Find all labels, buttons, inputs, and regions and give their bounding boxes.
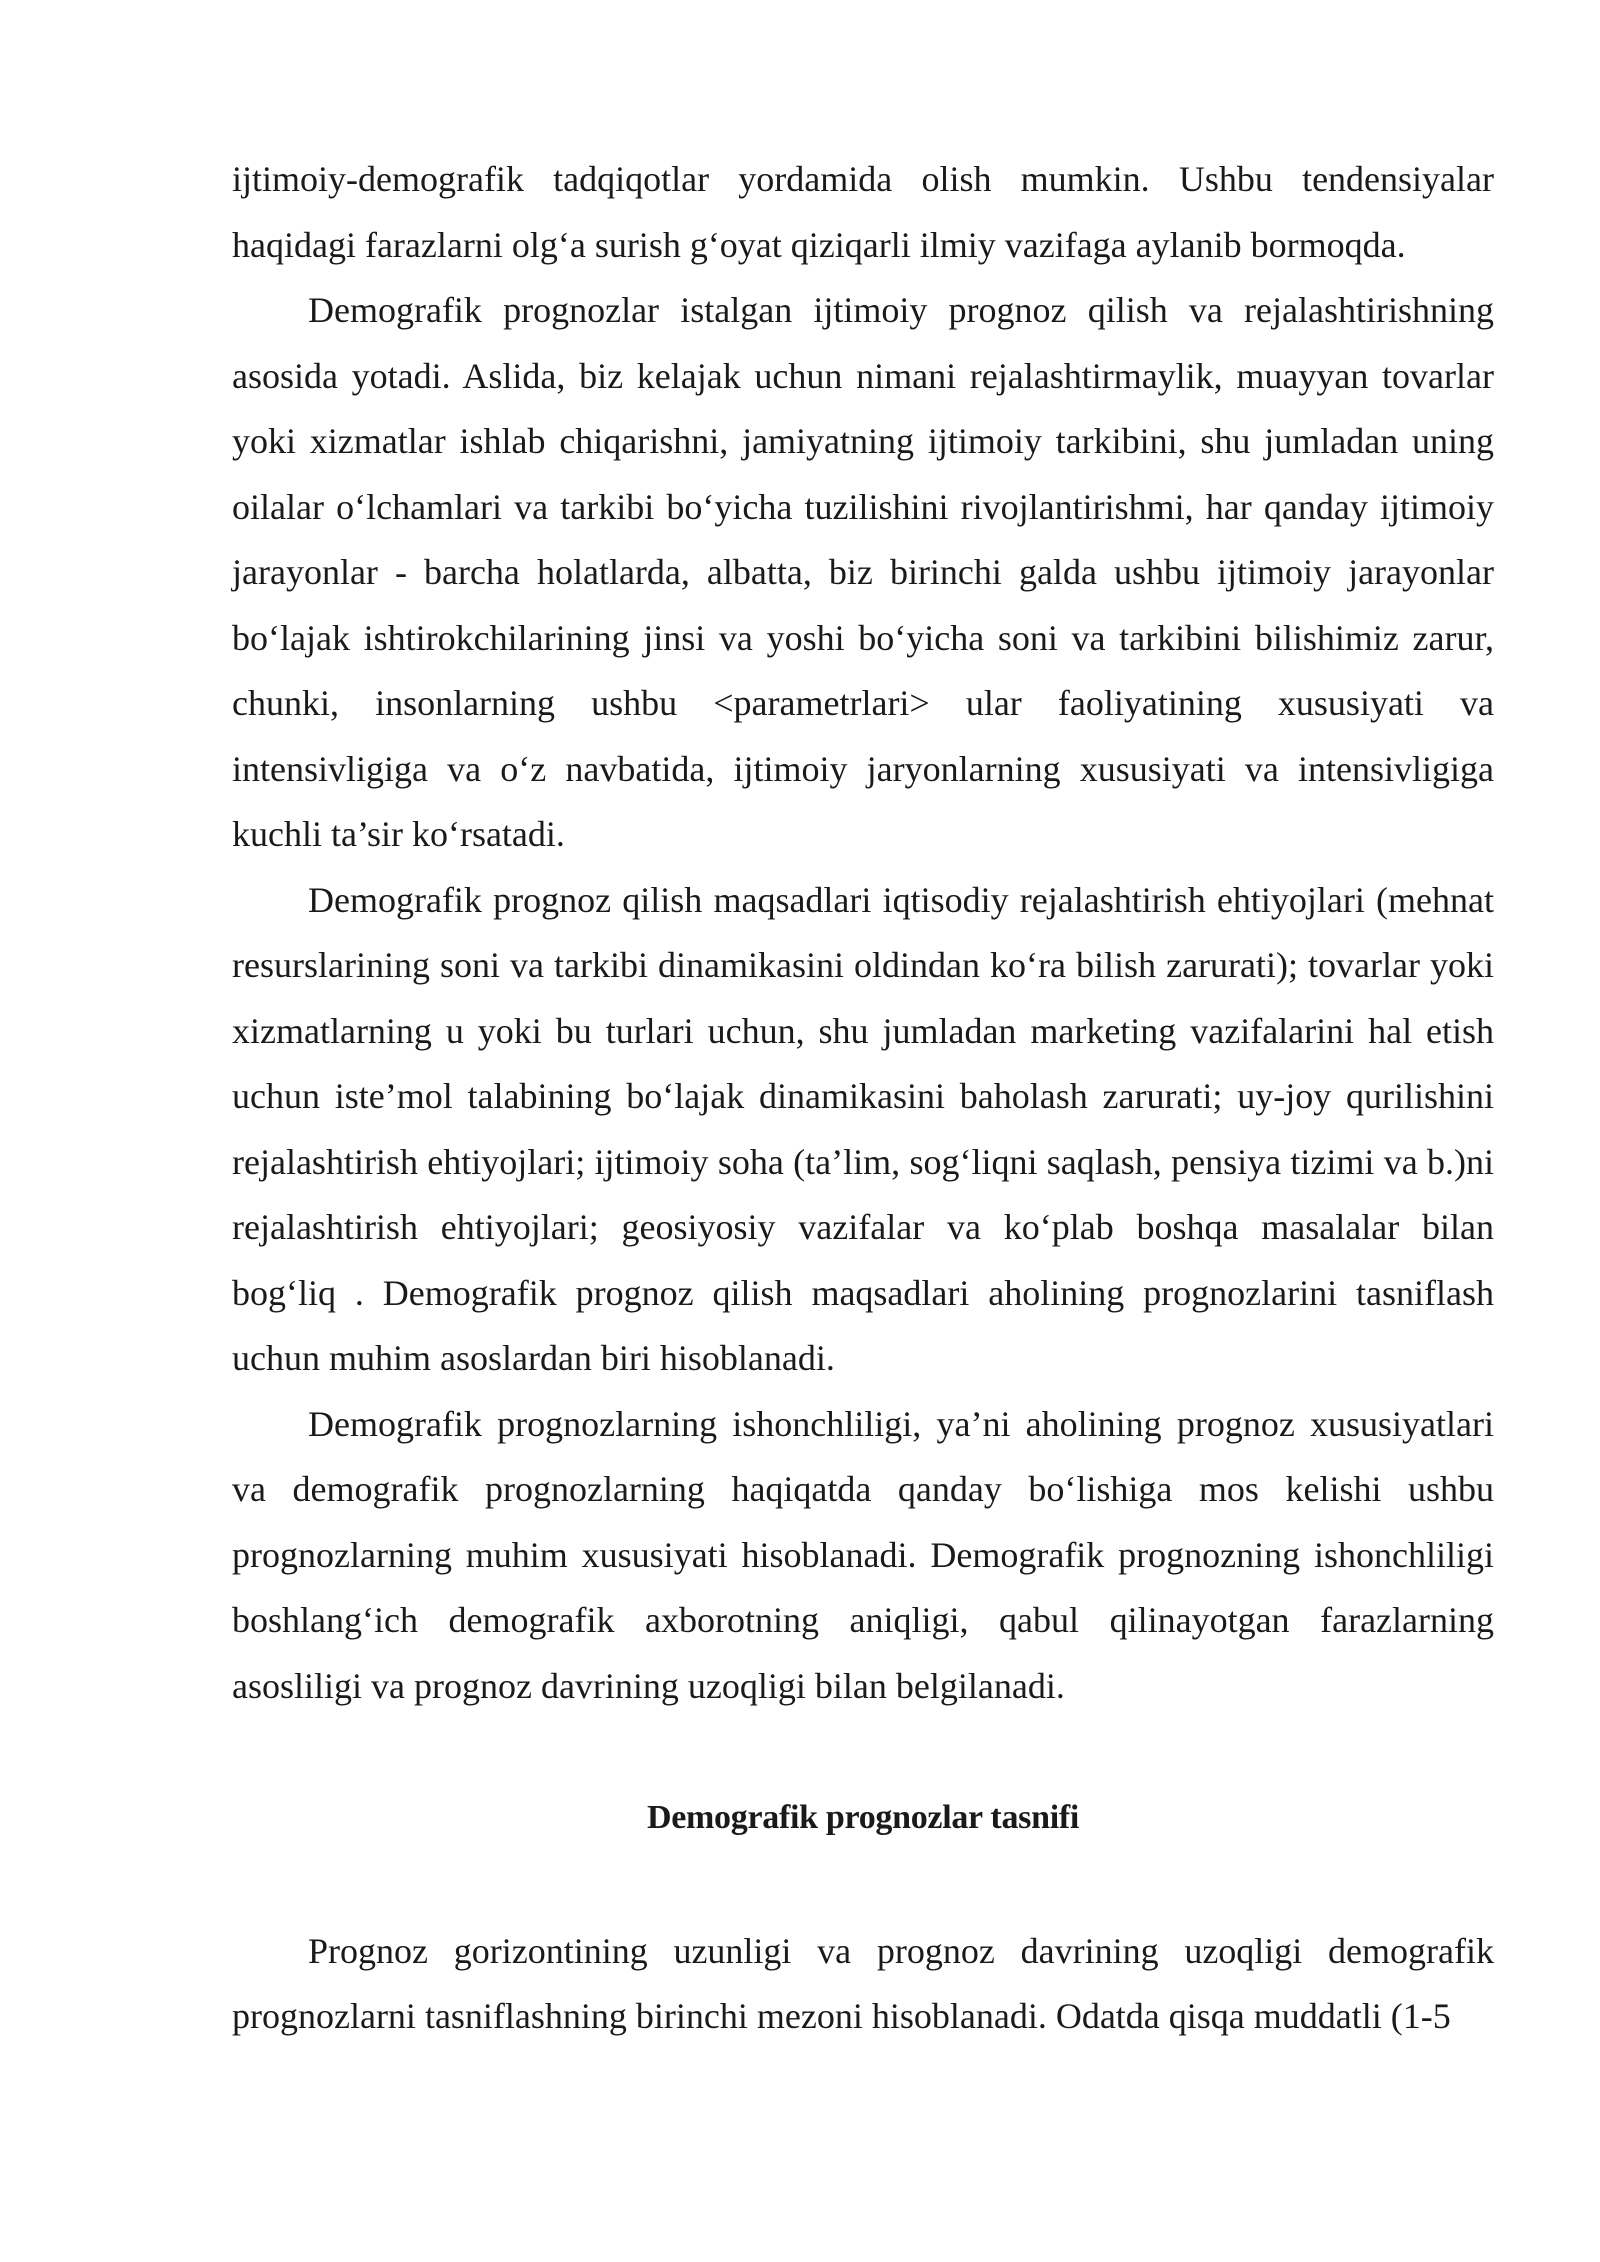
paragraph-3: Demografik prognoz qilish maqsadlari iqtisodiy rejalashtirish ehtiyojlari (mehnat resurslarining soni va tarkibi dinamikasini oldindan ko‘ra bilish zarurati); tovarlar yoki xizmatlarning u yoki bu turlari uchun, shu jumladan marketing vazifalarini hal etish uchun iste’mol talabining bo‘lajak dinamikasini baholash zarurati; uy-joy qurilishini rejalashtirish ehtiyojlari; ijtimoiy soha (ta’lim, sog‘liqni saqlash, pensiya tizimi va b.)ni rejalashtirish ehtiyojlari; geosiyosiy vazifalar va ko‘plab boshqa masalalar bilan bog‘liq . Demografik prognoz qilish maqsadlari aholining prognozlarini tasniflash uchun muhim asoslardan biri hisoblanadi. xyxy=(232,879,1494,1378)
paragraph-1: ijtimoiy-demografik tadqiqotlar yordamida olish mumkin. Ushbu tendensiyalar haqidagi farazlarni olg‘a surish g‘oyat qiziqarli ilmiy vazifaga aylanib bormoqda. xyxy=(232,159,1494,265)
document-body xyxy=(232,147,1494,2050)
paragraph-2: Demografik prognozlar istalgan ijtimoiy prognoz qilish va rejalashtirishning asosida yotadi. Aslida, biz kelajak uchun nimani rejalashtirmaylik, muayyan tovarlar yoki xizmatlar ishlab chiqarishni, jamiyatning ijtimoiy tarkibini, shu jumladan uning oilalar o‘lchamlari va tarkibi bo‘yicha tuzilishini rivojlantirishmi, har qanday ijtimoiy jarayonlar - barcha holatlarda, albatta, biz birinchi galda ushbu ijtimoiy jarayonlar bo‘lajak ishtirokchilarining jinsi va yoshi bo‘yicha soni va tarkibini bilishimiz zarur, chunki, insonlarning ushbu <parametrlari> ular faoliyatining xususiyati va intensivligiga va o‘z navbatida, ijtimoiy jaryonlarning xususiyati va intensivligiga kuchli ta’sir ko‘rsatadi. xyxy=(232,290,1494,854)
paragraph-5: Prognoz gorizontining uzunligi va prognoz davrining uzoqligi demografik prognozlarni tasniflashning birinchi mezoni hisoblanadi. Odatda qisqa muddatli (1-5 xyxy=(232,1930,1494,2036)
paragraph-4: Demografik prognozlarning ishonchliligi, ya’ni aholining prognoz xususiyatlari va demografik prognozlarning haqiqatda qanday bo‘lishiga mos kelishi ushbu prognozlarning muhim xususiyati hisoblanadi. Demografik prognozning ishonchliligi boshlang‘ich demografik axborotning aniqligi, qabul qilinayotgan farazlarning asosliligi va prognoz davrining uzoqligi bilan belgilanadi. xyxy=(232,1403,1494,1706)
section-heading: Demografik prognozlar tasnifi xyxy=(646,1799,1080,1836)
